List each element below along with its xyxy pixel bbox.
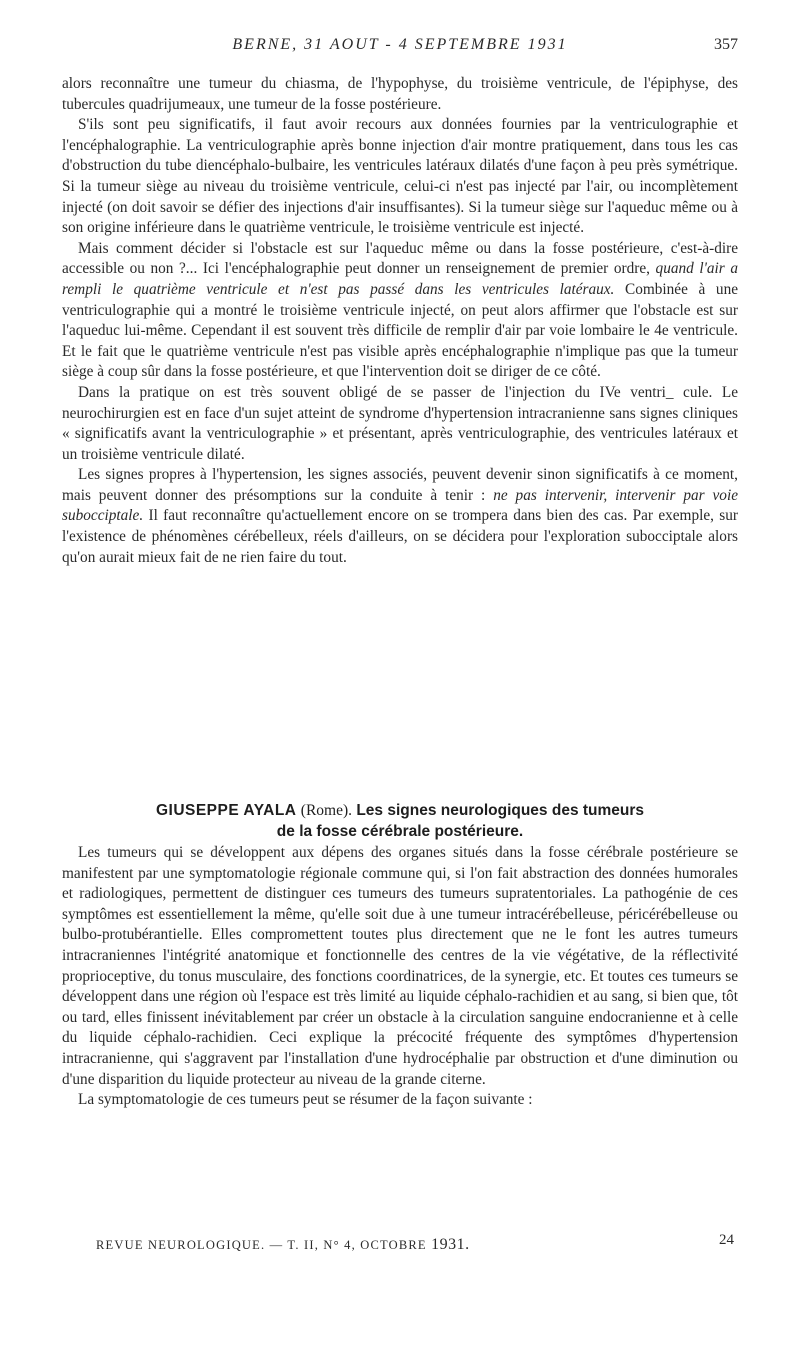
paragraph [62,465,738,568]
paragraph: alors reconnaître une tumeur du chiasma, de l'hypophyse, du troisième ventricule, de l'épiphyse, des tubercules quadrijumeaux, une tumeur de la fosse postérieure. [62,75,738,113]
paragraph: S'ils sont peu significatifs, il faut avoir recours aux données fournies par la ventriculographie et l'encéphalographie. La ventriculographie après bonne injection d'air montre pratiquement, dans tous les cas d'obstruction du tube diencéphalo-bulbaire, les ventricules latéraux dilatés d'une façon à peu près symétrique. Si la tumeur siège au niveau du troisième ventricule, celui-ci n'est pas injecté par l'air, ou incomplètement injecté (on doit savoir se défier des injections d'air insuffisantes). Si la tumeur siège sur l'aqueduc même ou à son origine inférieure dans le quatrième ventricule, le troisième ventricule est injecté. [62,116,738,237]
emphasis-text: ne pas intervenir, intervenir par voie subocciptale. [62,486,738,525]
author-name: GIUSEPPE AYALA [155,802,297,819]
text-run: Il faut reconnaître qu'actuellement encore on se trompera dans bien des cas. Par exemple, sur l'existence de phénomènes cérébelleux, réels d'ailleurs, on se décidera pour l'exploration subocciptale alors qu'on aurait mieux fait de ne rien faire du tout. [62,507,738,566]
page-number: 357 [714,36,738,53]
paragraph: Dans la pratique on est très souvent obligé de se passer de l'injection du IVe ventri_ cule. Le neurochirurgien est en face d'un sujet atteint de syndrome d'hypertension intracranienne sans signes cliniques « significatifs avant la ventriculographie » et présentant, après ventriculographie, des ventricules latéraux et un troisième ventricule dilaté. [62,383,738,463]
journal-footer [96,1236,470,1254]
journal-reference: REVUE NEUROLOGIQUE. — T. II, N° 4, OCTOBRE [96,1238,427,1252]
signature-mark: 24 [719,1232,734,1248]
text-run: Mais comment décider si l'obstacle est sur l'aqueduc même ou dans la fosse postérieure, c'est-à-dire accessible ou non ?... Ici l'encéphalographie peut donner un renseignement de premier ordre, [62,239,738,278]
abstract-heading [62,800,738,842]
intro-text [62,74,738,568]
paragraph: Les tumeurs qui se développent aux dépens des organes situés dans la fosse cérébrale postérieure se manifestent par une symptomatologie régionale commune qui, si l'on fait abstraction des données humorales et radiologiques, permettent de distinguer ces tumeurs des tumeurs supratentoriales. La pathogénie de ces symptômes est essentiellement la même, qu'elle soit due à une tumeur intracérébelleuse, péricérébelleuse ou bulbo-protubérantielle. Elles compromettent toutes plus directement que ne le font les autres tumeurs intracraniennes l'intégrité anatomique et fonctionnelle des centres de la vie végétative, de la réflectivité proprioceptive, du tonus musculaire, des fonctions coordinatrices, de la synergie, etc. Et toutes ces tumeurs se développent dans une région où l'espace est très limité au liquide céphalo-rachidien et au sang, si bien que, tôt ou tard, elles finissent inévitablement par créer un obstacle à la circulation sanguine endocranienne et à celle du liquide céphalo-rachidien. Ceci explique la précocité fréquente des symptômes d'hypertension intracranienne, qui s'aggravent par l'installation d'une hydrocéphalie par obstruction et d'une diminution ou d'une disparition du liquide protecteur au niveau de la grande citerne. [62,844,738,1088]
running-head: BERNE, 31 AOUT - 4 SEPTEMBRE 1931 [232,36,568,53]
journal-year: 1931. [431,1236,470,1253]
author-affiliation: (Rome). [300,802,353,819]
paragraph: La symptomatologie de ces tumeurs peut se résumer de la façon suivante : [78,1091,533,1109]
abstract-title-part-2: de la fosse cérébrale postérieure. [276,823,524,840]
emphasis-text: quand l'air a rempli le quatrième ventricule et n'est pas passé dans les ventricules latéraux. [62,260,738,298]
abstract-title-part-1: Les signes neurologiques des tumeurs [356,802,645,819]
heading-line-1 [62,800,738,821]
abstract-body [62,843,738,1111]
text-run: Les signes propres à l'hypertension, les signes associés, peuvent devenir sinon significatifs à ce moment, mais peuvent donner des présomptions sur la conduite à tenir : [62,466,738,504]
text-run: Combinée à une ventriculographie qui a montré le troisième ventricule injecté, on peut alors affirmer que l'obstacle est sur l'aqueduc lui-même. Cependant il est souvent très difficile de remplir d'air par voie lombaire le 4e ventricule. Et le fait que le quatrième ventricule n'est pas visible après encéphalographie n'implique pas que la tumeur siège à coup sûr dans la fosse postérieure, et que l'intervention doit se diriger de ce côté. [62,280,739,381]
paragraph [62,239,738,383]
